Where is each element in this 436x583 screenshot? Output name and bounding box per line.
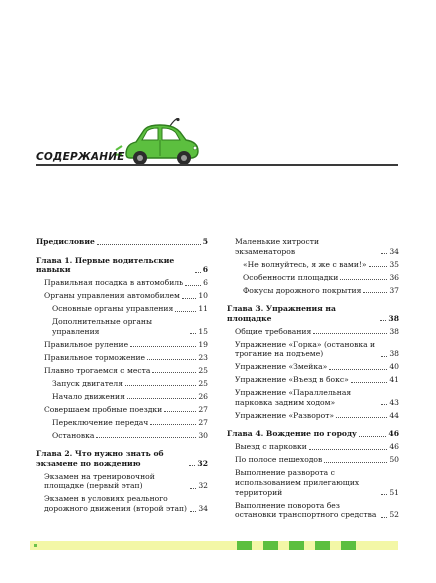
footer-square — [341, 541, 356, 550]
toc-page-number: 51 — [389, 487, 399, 497]
toc-leader-dots — [152, 372, 196, 373]
toc-entry-title: Совершаем пробные поездки — [44, 404, 163, 414]
toc-page-number: 25 — [198, 365, 208, 375]
toc-page-number: 34 — [389, 246, 399, 256]
toc-page-number: 26 — [198, 391, 208, 401]
toc-entry-title: Выезд с парковки — [235, 442, 307, 452]
toc-entry — [36, 304, 208, 314]
toc-entry — [227, 260, 399, 270]
footer-square — [237, 541, 252, 550]
toc-entry — [36, 449, 208, 468]
toc-page-number: 44 — [389, 410, 399, 420]
toc-entry-title: Выполнение разворота с использованием прилегающих территорий — [235, 468, 360, 497]
toc-entry-title: Экзамен в условиях реального дорожного движения (второй этап) — [44, 494, 188, 513]
toc-entry — [227, 273, 399, 283]
toc-page-number: 38 — [388, 313, 399, 323]
toc-column-right — [227, 237, 399, 523]
toc-leader-dots — [381, 494, 387, 495]
toc-entry-title: Упражнение «Въезд в бокс» — [235, 375, 349, 385]
footer-square — [289, 541, 304, 550]
toc-page-number: 34 — [198, 503, 208, 513]
toc-page-number: 30 — [198, 430, 208, 440]
toc-entry-title: «Не волнуйтесь, я же с вами!» — [243, 259, 367, 269]
toc-entry-title: Упражнение «Разворот» — [235, 410, 335, 420]
toc-leader-dots — [150, 424, 196, 425]
toc-entry-title: Плавно трогаемся с места — [44, 365, 151, 375]
toc-entry-title: Дополнительные органы управления — [52, 317, 153, 336]
toc-entry — [227, 411, 399, 421]
toc-entry — [36, 256, 208, 275]
toc-leader-dots — [182, 298, 196, 299]
toc-page-number: 32 — [197, 458, 208, 468]
toc-entry-title: Основные органы управления — [52, 304, 174, 314]
toc-page-number: 15 — [198, 326, 208, 336]
toc-entry — [36, 317, 208, 336]
toc-leader-dots — [336, 417, 387, 418]
toc-leader-dots — [381, 517, 387, 518]
footer-square — [263, 541, 278, 550]
toc-page-number: 41 — [389, 375, 399, 385]
toc-entry-title: Фокусы дорожного покрытия — [243, 285, 362, 295]
toc-entry-title: Общие требования — [235, 326, 312, 336]
toc-entry-title: Глава 4. Вождение по городу — [227, 429, 357, 439]
toc-page-number: 36 — [389, 272, 399, 282]
toc-page-number: 38 — [389, 326, 399, 336]
toc-entry-title: По полосе пешеходов — [235, 455, 323, 465]
toc-column-left — [36, 237, 208, 517]
header-divider — [36, 164, 398, 166]
toc-leader-dots — [97, 244, 201, 245]
toc-page-number: 40 — [389, 362, 399, 372]
toc-leader-dots — [313, 333, 387, 334]
toc-leader-dots — [147, 359, 196, 360]
toc-entry-title: Упражнение «Змейка» — [235, 362, 328, 372]
toc-leader-dots — [127, 398, 196, 399]
toc-entry — [227, 362, 399, 372]
toc-entry-title: Запуск двигателя — [52, 378, 124, 388]
toc-page-number: 32 — [198, 481, 208, 491]
toc-leader-dots — [329, 369, 387, 370]
toc-page-number: 6 — [202, 265, 208, 275]
footer-square — [315, 541, 330, 550]
toc-entry — [227, 455, 399, 465]
toc-entry-title: Начало движения — [52, 391, 125, 401]
toc-leader-dots — [175, 311, 196, 312]
toc-entry-title: Правильная посадка в автомобиль — [44, 278, 184, 288]
toc-leader-dots — [190, 333, 196, 334]
toc-entry — [227, 237, 399, 256]
toc-leader-dots — [340, 279, 387, 280]
toc-entry — [227, 468, 399, 497]
toc-leader-dots — [324, 462, 387, 463]
toc-page-number: 11 — [198, 304, 208, 314]
toc-leader-dots — [195, 272, 201, 273]
toc-leader-dots — [381, 356, 387, 357]
page-title: СОДЕРЖАНИЕ — [36, 151, 125, 163]
toc-page-number: 25 — [198, 378, 208, 388]
toc-leader-dots — [351, 382, 388, 383]
toc-entry — [36, 405, 208, 415]
toc-entry-title: Маленькие хитрости экзаменаторов — [235, 237, 320, 256]
toc-page-number: 6 — [203, 278, 208, 288]
toc-entry-title: Правильное руление — [44, 339, 129, 349]
toc-leader-dots — [190, 488, 196, 489]
toc-entry — [227, 375, 399, 385]
toc-page-number: 50 — [389, 455, 399, 465]
toc-leader-dots — [381, 404, 387, 405]
toc-page-number: 10 — [198, 291, 208, 301]
toc-page-number: 35 — [389, 259, 399, 269]
contents-header — [0, 118, 436, 166]
toc-page-number: 38 — [389, 349, 399, 359]
toc-leader-dots — [130, 346, 196, 347]
toc-page-number: 23 — [198, 352, 208, 362]
toc-entry — [227, 429, 399, 439]
toc-leader-dots — [189, 465, 195, 466]
toc-entry-title: Экзамен на тренировочной площадке (первый этап) — [44, 471, 155, 491]
toc-leader-dots — [309, 449, 387, 450]
toc-page-number: 37 — [389, 285, 399, 295]
toc-page-number: 46 — [389, 442, 399, 452]
toc-page-number: 5 — [202, 237, 208, 246]
toc-page-number: 46 — [388, 429, 399, 439]
toc-entry-title: Глава 1. Первые водительские навыки — [36, 255, 175, 275]
toc-entry — [227, 304, 399, 323]
toc-entry — [36, 379, 208, 389]
toc-entry — [36, 353, 208, 363]
toc-entry — [36, 392, 208, 402]
toc-entry — [36, 431, 208, 441]
toc-entry — [36, 418, 208, 428]
toc-entry-title: Глава 3. Упражнения на площадке — [227, 304, 336, 323]
toc-entry-title: Выполнение поворота без остановки транспортного средства — [235, 500, 377, 520]
toc-page-number: 52 — [389, 510, 399, 520]
toc-entry — [36, 366, 208, 376]
toc-entry — [36, 494, 208, 513]
toc-entry-title: Предисловие — [36, 237, 95, 246]
toc-entry-title: Упражнение «Горка» (остановка и трогание на подъеме) — [235, 339, 376, 359]
green-car-icon — [112, 118, 204, 166]
toc-entry — [36, 340, 208, 350]
footer-bullet-icon — [34, 544, 37, 547]
toc-entry — [36, 291, 208, 301]
toc-entry-title: Глава 2. Что нужно знать об экзамене по вождению — [36, 449, 164, 468]
toc-entry — [36, 237, 208, 247]
toc-entry — [227, 501, 399, 520]
toc-leader-dots — [381, 253, 387, 254]
toc-page-number: 27 — [198, 417, 208, 427]
toc-page-number: 19 — [198, 339, 208, 349]
toc-entry — [227, 286, 399, 296]
toc-leader-dots — [190, 511, 196, 512]
toc-leader-dots — [359, 436, 387, 437]
toc-entry-title: Остановка — [52, 430, 95, 440]
toc-page-number: 43 — [389, 397, 399, 407]
toc-entry — [227, 442, 399, 452]
toc-entry-title: Органы управления автомобилем — [44, 291, 180, 301]
toc-entry — [227, 340, 399, 359]
toc-entry — [227, 327, 399, 337]
toc-entry-title: Правильное торможение — [44, 352, 146, 362]
toc-leader-dots — [369, 266, 388, 267]
toc-leader-dots — [125, 385, 196, 386]
toc-leader-dots — [363, 292, 387, 293]
toc-leader-dots — [96, 437, 196, 438]
toc-entry — [227, 388, 399, 407]
toc-entry-title: Упражнение «Параллельная парковка задним ходом» — [235, 388, 352, 407]
toc-page-number: 27 — [198, 404, 208, 414]
toc-entry — [36, 472, 208, 491]
toc-leader-dots — [380, 320, 386, 321]
toc-leader-dots — [185, 285, 201, 286]
toc-entry — [36, 278, 208, 288]
toc-entry-title: Переключение передач — [52, 417, 149, 427]
toc-leader-dots — [164, 411, 196, 412]
toc-entry-title: Особенности площадки — [243, 272, 339, 282]
